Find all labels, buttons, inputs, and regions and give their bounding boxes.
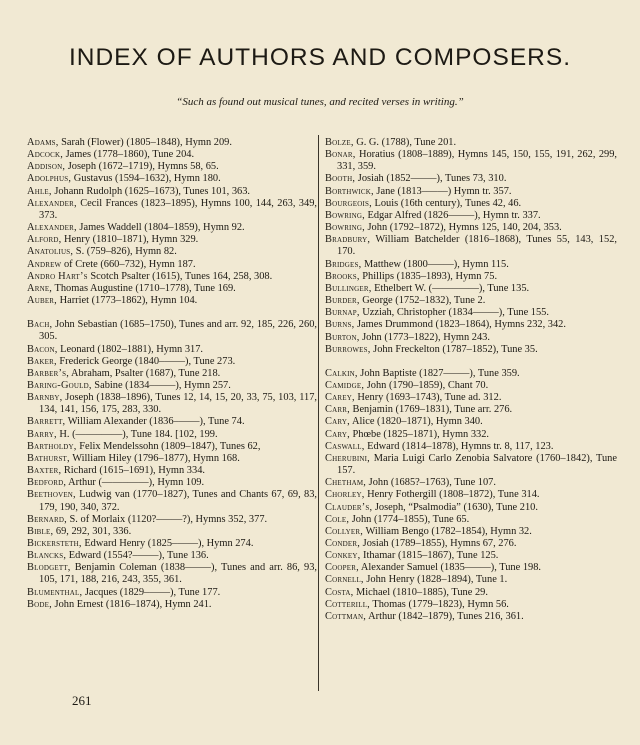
entry-details: Jacques (1829–——), Tune 177. [82, 586, 221, 598]
index-entry [27, 562, 317, 586]
entry-details: S. of Morlaix (1120?–——?), Hymns 352, 377. [66, 513, 268, 525]
author-name: Bacon, [27, 343, 58, 355]
index-entry [27, 368, 317, 380]
author-name: Adolphus, [27, 173, 72, 185]
entry-details: Arthur (1842–1879), Tunes 216, 361. [366, 610, 524, 622]
entry-details: Sarah (Flower) (1805–1848), Hymn 209. [58, 137, 232, 148]
author-name: Camidge, [325, 379, 365, 391]
author-name: Auber, [27, 295, 57, 307]
author-name: Collyer, [325, 525, 364, 537]
entry-details: Uzziah, Christopher (1834–——), Tune 155. [359, 307, 549, 319]
index-entry [27, 271, 317, 283]
author-name: Brooks, [325, 270, 360, 282]
index-entry [325, 429, 617, 441]
author-name: Conder, [325, 538, 361, 549]
entry-details: of Crete (660–732), Hymn 187. [61, 258, 196, 270]
entry-details: Benjamin (1769–1831), Tune arr. 276. [349, 404, 513, 416]
entry-details: James (1778–1860), Tune 204. [63, 149, 195, 161]
author-name: Clauder’s, [325, 501, 373, 513]
entry-details: Horatius (1808–1889), Hymns 145, 150, 155, 191, 262, 299, 331, 359. [337, 149, 617, 173]
author-name: Booth, [325, 173, 356, 185]
entry-details: Ethelbert W. (——–——), Tune 135. [371, 282, 530, 294]
index-entry [27, 465, 317, 477]
entry-details: Henry (1693–1743), Tune ad. 312. [354, 392, 502, 404]
author-name: Cherubini, [325, 452, 370, 464]
author-name: Burton, [325, 331, 360, 343]
author-name: Barnby, [27, 392, 63, 404]
entry-details: Abraham, Psalter (1687), Tune 218. [69, 367, 221, 379]
index-entry [27, 599, 317, 611]
author-name: Borthwick, [325, 185, 374, 197]
index-entry [325, 550, 617, 562]
index-entry [27, 259, 317, 271]
author-name: Burnap, [325, 307, 360, 319]
entry-details: G. G. (1788), Tune 201. [353, 137, 457, 148]
index-entry [325, 173, 617, 185]
index-entry [27, 514, 317, 526]
author-name: Baring-Gould, [27, 379, 92, 391]
entry-details: Scotch Psalter (1615), Tunes 164, 258, 308. [87, 270, 273, 282]
index-entry [325, 526, 617, 538]
entry-details: Felix Mendelssohn (1809–1847), Tunes 62, [76, 440, 261, 452]
right-column [325, 137, 617, 623]
author-name: Andro Hart’s [27, 270, 88, 282]
entry-details: Harriet (1773–1862), Hymn 104. [56, 295, 198, 307]
entry-details: Richard (1615–1691), Hymn 334. [61, 465, 205, 477]
entry-details: John Ernest (1816–1874), Hymn 241. [51, 598, 212, 610]
index-entry [27, 453, 317, 465]
author-name: Ahle, [27, 185, 52, 197]
author-name: Caswall, [325, 440, 365, 452]
index-entry [27, 246, 317, 258]
index-entry [27, 149, 317, 161]
entry-details: John (1685?–1763), Tune 107. [366, 477, 496, 489]
index-entry [325, 538, 617, 550]
index-entry [325, 489, 617, 501]
author-name: Bullinger, [325, 282, 372, 294]
index-entry [325, 332, 617, 344]
entry-details: John (1792–1872), Hymns 125, 140, 204, 353. [364, 222, 562, 234]
index-entry [325, 599, 617, 611]
author-name: Cole, [325, 513, 350, 525]
author-name: Beethoven, [27, 489, 76, 501]
index-entry [325, 222, 617, 234]
index-entry [325, 562, 617, 574]
author-name: Cotterill, [325, 598, 370, 610]
index-entry [325, 611, 617, 623]
entry-details: 69, 292, 301, 336. [53, 525, 132, 537]
author-name: Blancks, [27, 550, 67, 562]
author-name: Adams, [27, 137, 59, 148]
author-name: Bathurst, [27, 452, 70, 464]
index-entry [325, 344, 617, 356]
index-entry [325, 210, 617, 222]
author-name: Bradbury, [325, 234, 371, 246]
page-number: 261 [72, 693, 92, 708]
author-name: Bowring, [325, 209, 365, 221]
entry-details: Thomas (1779–1823), Hymn 56. [369, 598, 509, 610]
entry-details: Joseph, “Psalmodia” (1630), Tune 210. [372, 501, 538, 513]
author-name: Andrew [27, 258, 62, 270]
section-gap [27, 307, 317, 319]
index-entry [27, 295, 317, 307]
index-entry [325, 574, 617, 586]
entry-details: John Freckelton (1787–1852), Tune 35. [370, 343, 538, 355]
entry-details: Johann Rudolph (1625–1673), Tunes 101, 363. [51, 185, 251, 197]
entry-details: William Bengo (1782–1854), Hymn 32. [363, 525, 532, 537]
entry-details: Edward (1814–1878), Hymns tr. 8, 117, 123. [364, 440, 554, 452]
author-name: Chetham, [325, 477, 367, 489]
index-entry [27, 234, 317, 246]
index-entry [27, 356, 317, 368]
index-entry [325, 186, 617, 198]
author-name: Bartholdy, [27, 440, 77, 452]
entry-details: Josiah (1789–1855), Hymns 67, 276. [360, 538, 517, 549]
entry-details: George (1752–1832), Tune 2. [359, 295, 486, 307]
author-name: Burder, [325, 295, 360, 307]
author-name: Barber’s, [27, 367, 70, 379]
author-name: Bonar, [325, 149, 356, 161]
index-entry [325, 477, 617, 489]
index-entry [27, 526, 317, 538]
entry-details: Alexander Samuel (1835–——), Tune 198. [358, 562, 541, 574]
index-entry [325, 502, 617, 514]
entry-details: Thomas Augustine (1710–1778), Tune 169. [52, 282, 236, 294]
author-name: Barry, [27, 428, 57, 440]
index-entry [27, 198, 317, 222]
index-entry [27, 477, 317, 489]
index-entry [325, 198, 617, 210]
index-entry [325, 319, 617, 331]
index-entry [27, 416, 317, 428]
index-entry [27, 538, 317, 550]
index-entry [325, 404, 617, 416]
author-name: Alexander, [27, 222, 77, 234]
left-column [27, 137, 317, 611]
entry-details: Michael (1810–1885), Tune 29. [353, 586, 488, 598]
author-name: Bourgeois, [325, 197, 372, 209]
index-entry [325, 416, 617, 428]
column-divider [318, 135, 319, 691]
entry-details: Jane (1813–——) Hymn tr. 357. [373, 185, 512, 197]
author-name: Cary, [325, 428, 350, 440]
entry-details: Ludwig van (1770–1827), Tunes and Chants 67, 69, 83, 179, 190, 340, 372. [39, 489, 317, 513]
author-name: Baker, [27, 355, 57, 367]
author-name: Bowring, [325, 222, 365, 234]
index-entry [325, 259, 617, 271]
author-name: Cornell, [325, 574, 364, 586]
index-entry [27, 489, 317, 513]
index-entry [27, 441, 317, 453]
index-entry [27, 587, 317, 599]
author-name: Bickersteth, [27, 538, 82, 549]
author-name: Bolze, [325, 137, 354, 148]
author-name: Bridges, [325, 258, 362, 270]
entry-details: Edgar Alfred (1826–——), Hymn tr. 337. [364, 209, 541, 221]
entry-details: John (1774–1855), Tune 65. [349, 513, 470, 525]
section-gap [325, 356, 617, 368]
index-entry [325, 441, 617, 453]
entry-details: Alice (1820–1871), Hymn 340. [349, 416, 483, 428]
author-name: Arne, [27, 282, 53, 294]
entry-details: Leonard (1802–1881), Hymn 317. [57, 343, 204, 355]
index-entry [27, 137, 317, 149]
index-entry [27, 161, 317, 173]
entry-details: Sabine (1834–——), Hymn 257. [91, 379, 231, 391]
entry-details: Cecil Frances (1823–1895), Hymns 100, 144, 263, 349, 373. [39, 197, 317, 221]
index-entry [325, 137, 617, 149]
entry-details: Phœbe (1825–1871), Hymn 332. [349, 428, 490, 440]
author-name: Calkin, [325, 367, 358, 379]
page-title: INDEX OF AUTHORS AND COMPOSERS. [68, 44, 571, 71]
entry-details: Henry Fothergill (1808–1872), Tune 314. [364, 489, 540, 501]
entry-details: Edward Henry (1825–——), Hymn 274. [81, 538, 254, 549]
author-name: Carey, [325, 392, 355, 404]
author-name: Cary, [325, 416, 350, 428]
author-name: Costa, [325, 586, 354, 598]
author-name: Addison, [27, 161, 66, 173]
index-entry [325, 234, 617, 258]
author-name: Cottman, [325, 610, 367, 622]
author-name: Bach, [27, 319, 53, 331]
author-name: Bode, [27, 598, 52, 610]
entry-details: Louis (16th century), Tunes 42, 46. [371, 197, 522, 209]
entry-details: John Sebastian (1685–1750), Tunes and arr. 92, 185, 226, 260, 305. [39, 319, 317, 343]
index-entry [27, 173, 317, 185]
author-name: Anatolius, [27, 246, 74, 258]
entry-details: Joseph (1672–1719), Hymns 58, 65. [65, 161, 219, 173]
index-entry [325, 295, 617, 307]
entry-details: S. (759–826), Hymn 82. [73, 246, 177, 258]
index-entry [27, 429, 317, 441]
entry-details: James Waddell (1804–1859), Hymn 92. [76, 222, 245, 234]
entry-details: Josiah (1852–——), Tunes 73, 310. [355, 173, 507, 185]
author-name: Chorley, [325, 489, 365, 501]
author-name: Baxter, [27, 465, 62, 477]
index-entry [27, 380, 317, 392]
author-name: Burrowes, [325, 343, 371, 355]
index-entry [27, 283, 317, 295]
entry-details: John Baptiste (1827–——), Tune 359. [357, 367, 520, 379]
author-name: Conkey, [325, 550, 361, 562]
author-name: Carr, [325, 404, 350, 416]
author-name: Bible, [27, 525, 54, 537]
entry-details: Edward (1554?–——), Tune 136. [66, 550, 209, 562]
index-entry [27, 319, 317, 343]
index-entry [325, 149, 617, 173]
author-name: Blodgett, [27, 562, 71, 574]
index-entry [27, 344, 317, 356]
author-name: Alexander, [27, 197, 77, 209]
author-name: Adcock, [27, 149, 64, 161]
author-name: Bernard, [27, 513, 67, 525]
author-name: Blumenthal, [27, 586, 83, 598]
index-entry [325, 368, 617, 380]
index-entry [325, 380, 617, 392]
entry-details: Frederick George (1840–——), Tune 273. [56, 355, 236, 367]
epigraph: “Such as found out musical tunes, and recited verses in writing.” [176, 96, 464, 108]
entry-details: William Alexander (1836–——), Tune 74. [65, 416, 245, 428]
entry-details: Benjamin Coleman (1838–——), Tunes and arr. 86, 93, 105, 171, 188, 216, 243, 355, 361. [39, 562, 317, 586]
entry-details: Ithamar (1815–1867), Tune 125. [360, 550, 499, 562]
index-entry [27, 222, 317, 234]
entry-details: H. (——–——), Tune 184. [102, 199. [56, 428, 218, 440]
entry-details: John Henry (1828–1894), Tune 1. [363, 574, 508, 586]
entry-details: Henry (1810–1871), Hymn 329. [61, 234, 199, 246]
entry-details: William Hiley (1796–1877), Hymn 168. [69, 452, 240, 464]
entry-details: Gustavus (1594–1632), Hymn 180. [71, 173, 221, 185]
index-entry [27, 392, 317, 416]
author-name: Cooper, [325, 562, 359, 574]
author-name: Alford, [27, 234, 62, 246]
index-entry [325, 392, 617, 404]
index-entry [325, 307, 617, 319]
index-entry [325, 587, 617, 599]
entry-details: William Batchelder (1816–1868), Tunes 55, 143, 152, 170. [337, 234, 617, 258]
entry-details: Maria Luigi Carlo Zenobia Salvatore (1760–1842), Tune 157. [337, 452, 617, 477]
entry-details: James Drummond (1823–1864), Hymns 232, 342. [354, 319, 566, 331]
author-name: Barrett, [27, 416, 66, 428]
index-entry [27, 186, 317, 198]
entry-details: Arthur (——–——), Hymn 109. [66, 477, 205, 489]
entry-details: John (1773–1822), Hymn 243. [359, 331, 490, 343]
author-name: Bedford, [27, 477, 67, 489]
index-entry [27, 550, 317, 562]
index-entry [325, 283, 617, 295]
entry-details: Matthew (1800–——), Hymn 115. [361, 258, 509, 270]
index-entry [325, 514, 617, 526]
entry-details: Joseph (1838–1896), Tunes 12, 14, 15, 20, 33, 75, 103, 117, 134, 141, 156, 175, 283, 330. [39, 392, 317, 416]
index-entry [325, 453, 617, 477]
entry-details: Phillips (1835–1893), Hymn 75. [359, 270, 498, 282]
index-entry [325, 271, 617, 283]
author-name: Burns, [325, 319, 355, 331]
entry-details: John (1790–1859), Chant 70. [364, 379, 489, 391]
